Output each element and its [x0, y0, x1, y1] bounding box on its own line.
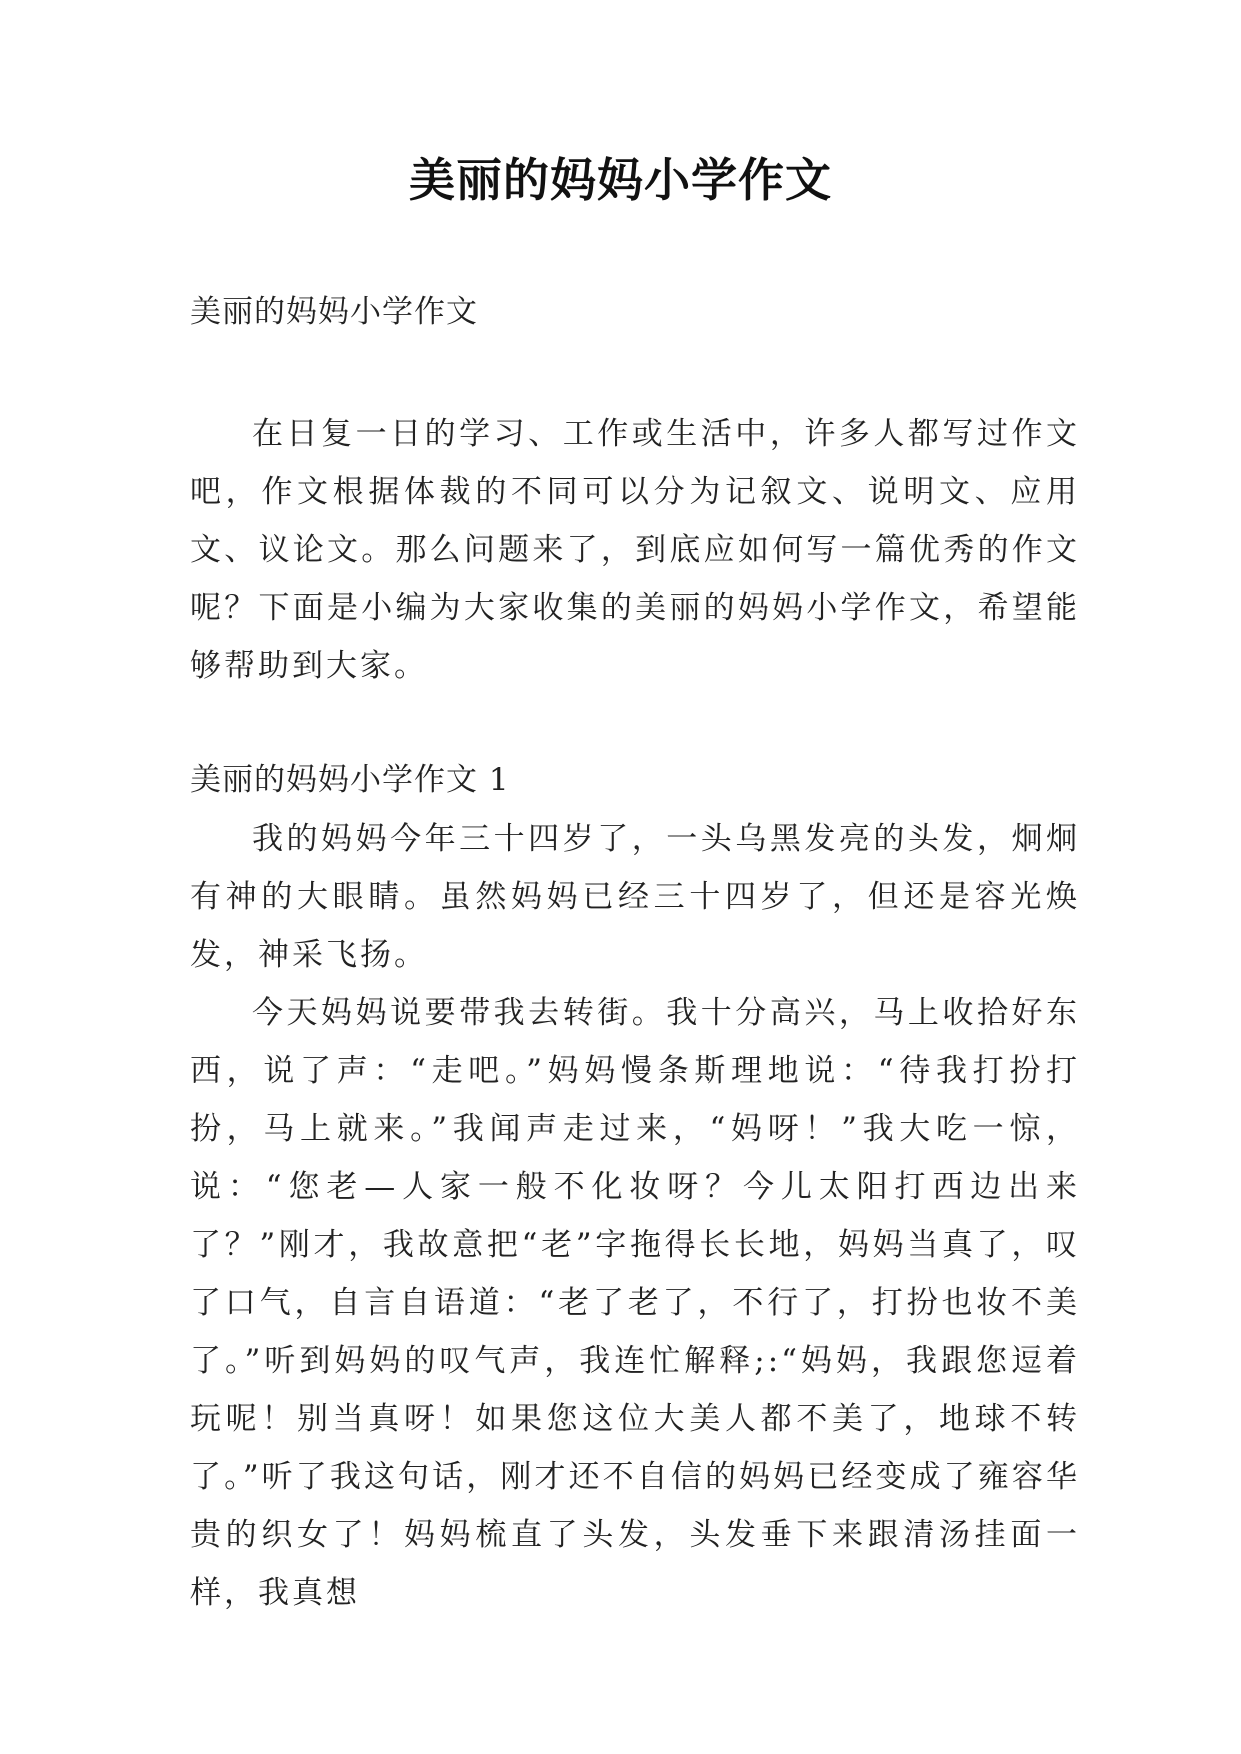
intro-paragraph: 在日复一日的学习、工作或生活中，许多人都写过作文吧，作文根据体裁的不同可以分为记叙文、说明文、应用文、议论文。那么问题来了，到底应如何写一篇优秀的作文呢？下面是小编为大家收集的美丽的妈妈小学作文，希望能够帮助到大家。 [190, 416, 1080, 684]
essay-body [190, 810, 1080, 1622]
section-heading: 美丽的妈妈小学作文 1 [190, 762, 510, 798]
document-subtitle: 美丽的妈妈小学作文 [190, 294, 478, 330]
intro-block [190, 405, 1080, 695]
document-title: 美丽的妈妈小学作文 [409, 153, 832, 207]
essay-paragraph-1: 我的妈妈今年三十四岁了，一头乌黑发亮的头发，炯炯有神的大眼睛。虽然妈妈已经三十四岁了，但还是容光焕发，神采飞扬。 [190, 821, 1080, 973]
essay-paragraph-2: 今天妈妈说要带我去转街。我十分高兴，马上收拾好东西，说了声：“走吧。”妈妈慢条斯理地说：“待我打扮打扮，马上就来。”我闻声走过来，“妈呀！”我大吃一惊，说：“您老—人家一般不化妆呀？今儿太阳打西边出来了？”刚才，我故意把“老”字拖得长长地，妈妈当真了，叹了口气，自言自语道：“老了老了，不行了，打扮也妆不美了。”听到妈妈的叹气声，我连忙解释;:“妈妈，我跟您逗着玩呢！别当真呀！如果您这位大美人都不美了，地球不转了。”听了我这句话，刚才还不自信的妈妈已经变成了雍容华贵的织女了！妈妈梳直了头发，头发垂下来跟清汤挂面一样，我真想 [190, 995, 1080, 1611]
